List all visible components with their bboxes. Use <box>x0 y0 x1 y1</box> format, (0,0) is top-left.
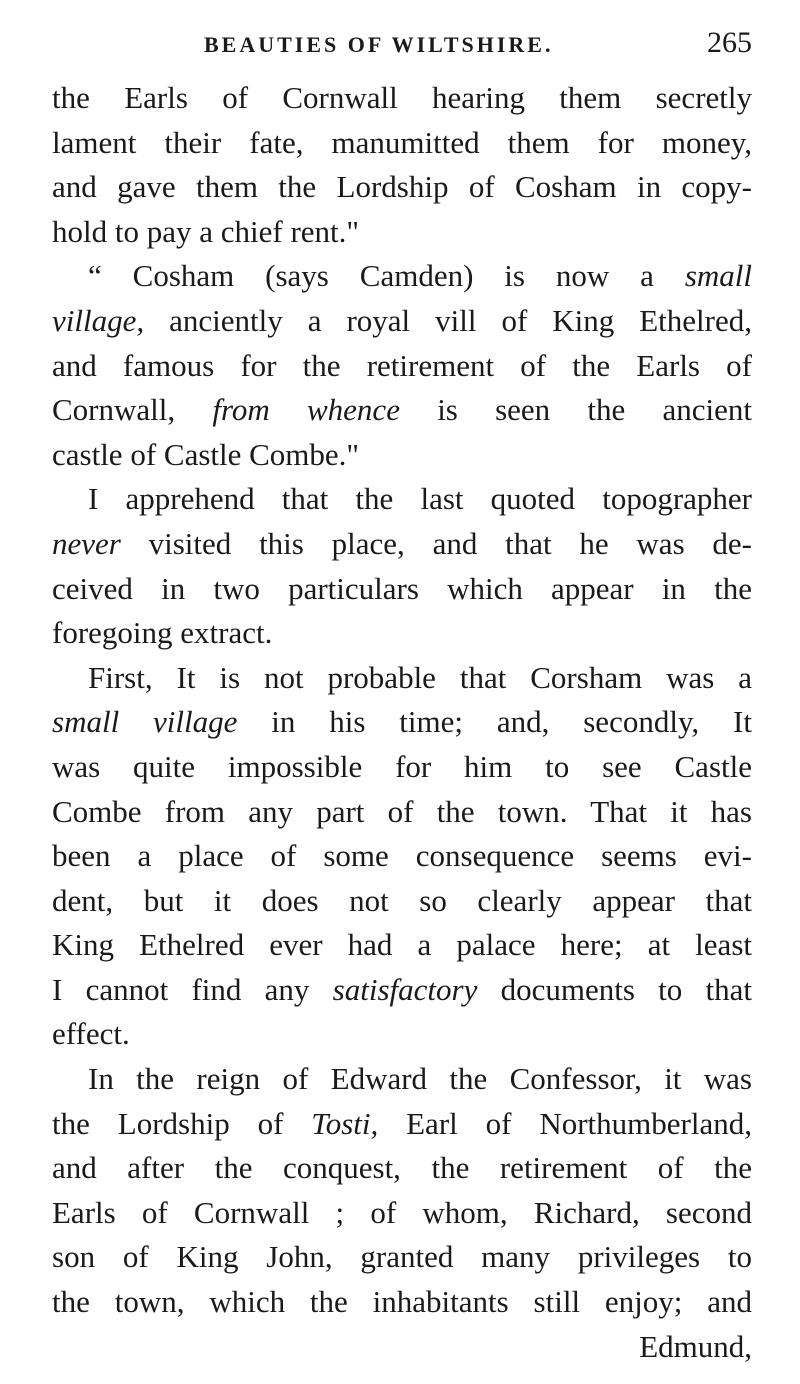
text-line <box>52 879 752 924</box>
text-run: the town, which the inhabitants still enjoy; and <box>52 1284 752 1320</box>
text-line <box>52 790 752 835</box>
text-line <box>52 1012 752 1057</box>
text-run: hold to pay a chief rent." <box>52 213 360 249</box>
text-run: Cornwall, <box>52 392 213 428</box>
text-line <box>52 165 752 210</box>
text-run: In the reign of Edward the Confessor, it was <box>88 1061 752 1097</box>
text-line <box>52 433 752 478</box>
text-line <box>52 1057 752 1102</box>
text-line <box>52 656 752 701</box>
text-line <box>52 388 752 433</box>
text-run: Earls of Cornwall ; of whom, Richard, second <box>52 1194 752 1230</box>
body-text <box>52 76 752 1369</box>
text-run: the Lordship of <box>52 1105 312 1141</box>
text-line <box>52 1280 752 1325</box>
text-line <box>52 1146 752 1191</box>
book-page <box>52 26 752 1369</box>
text-run: and gave them the Lordship of Cosham in copy- <box>52 169 752 205</box>
text-run: and famous for the retirement of the Earls of <box>52 347 752 383</box>
text-run: ceived in two particulars which appear in the <box>52 570 752 606</box>
text-run: First, It is not probable that Corsham was a <box>88 659 752 695</box>
running-head: BEAUTIES OF WILTSHIRE. <box>204 32 554 57</box>
page-number: 265 <box>707 26 752 59</box>
text-run: was quite impossible for him to see Castle <box>52 748 752 784</box>
italic-text: small <box>684 258 752 294</box>
text-line <box>52 745 752 790</box>
text-line <box>52 968 752 1013</box>
text-run: Combe from any part of the town. That it has <box>52 793 752 829</box>
text-line <box>52 834 752 879</box>
text-line <box>52 477 752 522</box>
text-run: I cannot find any <box>52 971 333 1007</box>
text-run: son of King John, granted many privileges to <box>52 1239 752 1275</box>
text-run: “ Cosham (says Camden) is now a <box>88 258 685 294</box>
page-header <box>52 26 752 76</box>
text-line <box>52 210 752 255</box>
text-run: dent, but it does not so clearly appear that <box>52 882 752 918</box>
text-line <box>52 567 752 612</box>
text-line <box>52 254 752 299</box>
text-run: Edmund, <box>639 1328 752 1364</box>
text-line <box>52 121 752 166</box>
text-line <box>52 1325 752 1370</box>
text-run: in his time; and, secondly, It <box>237 704 752 740</box>
text-run: lament their fate, manumitted them for money, <box>52 124 752 160</box>
italic-text: satisfactory <box>332 971 478 1007</box>
italic-text: village, <box>52 302 145 338</box>
text-line <box>52 522 752 567</box>
text-line <box>52 923 752 968</box>
text-run: is seen the ancient <box>399 392 753 428</box>
text-run: King Ethelred ever had a palace here; at least <box>52 927 752 963</box>
italic-text: from whence <box>212 392 400 428</box>
text-run: been a place of some consequence seems evi- <box>52 838 752 874</box>
text-run: anciently a royal vill of King Ethelred, <box>144 302 752 338</box>
text-run: Earl of Northumberland, <box>378 1105 752 1141</box>
text-run: the Earls of Cornwall hearing them secretly <box>52 80 752 115</box>
text-line <box>52 76 752 121</box>
italic-text: never <box>52 525 121 561</box>
text-line <box>52 700 752 745</box>
text-line <box>52 1235 752 1280</box>
text-run: effect. <box>52 1016 130 1052</box>
text-line <box>52 299 752 344</box>
text-line <box>52 1102 752 1147</box>
text-run: visited this place, and that he was de- <box>120 525 752 561</box>
text-line <box>52 344 752 389</box>
text-run: I apprehend that the last quoted topographer <box>88 481 752 517</box>
text-run: and after the conquest, the retirement of the <box>52 1150 752 1186</box>
italic-text: Tosti, <box>311 1105 379 1141</box>
text-run: documents to that <box>477 971 753 1007</box>
text-run: foregoing extract. <box>52 615 273 651</box>
italic-text: small village <box>52 704 238 740</box>
text-line <box>52 611 752 656</box>
text-run: castle of Castle Combe." <box>52 436 360 472</box>
text-line <box>52 1191 752 1236</box>
